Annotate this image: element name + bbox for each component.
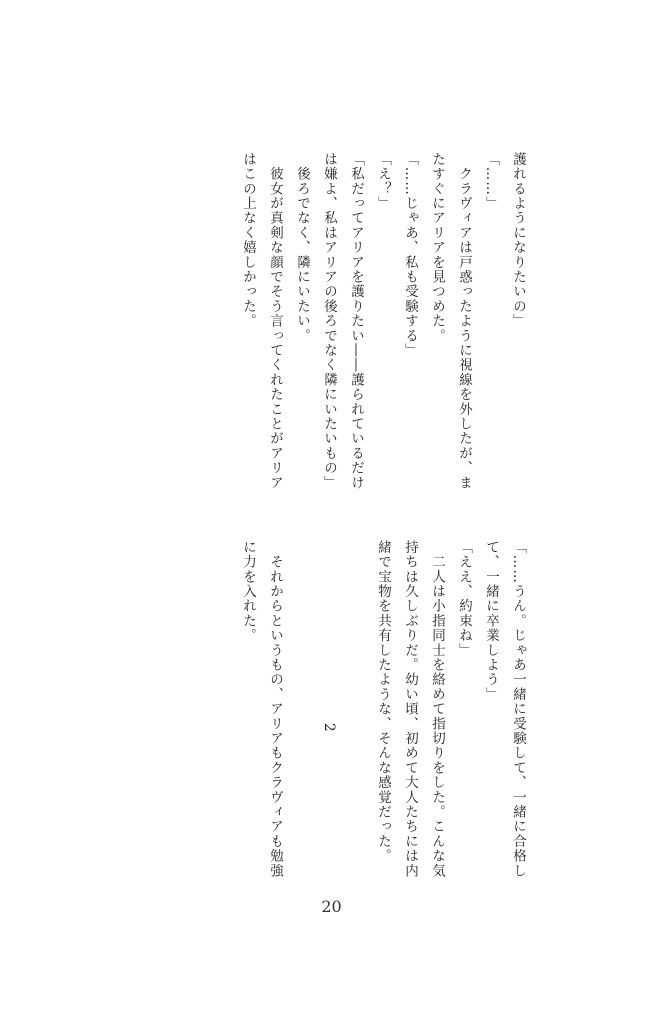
text-block-top xyxy=(234,152,531,527)
blank-line xyxy=(342,540,369,915)
text-line: 二人は小指同士を絡めて指切りをした。こんな気 xyxy=(429,540,445,879)
text-line: 「……うん。じゃあ一緒に受験して、一緒に合格し xyxy=(510,540,526,879)
text-block-bottom xyxy=(234,540,531,915)
text-line: は嫌よ、私はアリアの後ろでなく隣にいたいもの」 xyxy=(321,152,337,491)
text-line: 「……」 xyxy=(483,152,499,211)
section-number: 2 xyxy=(321,722,337,733)
text-line: 彼女が真剣な顔でそう言ってくれたことがアリア xyxy=(267,152,283,491)
text-line: はこの上なく嬉しかった。 xyxy=(240,152,256,329)
text-line: それからというもの、アリアもクラヴィアも勉強 xyxy=(267,540,283,879)
text-line: クラヴィアは戸惑ったように視線を外したが、ま xyxy=(456,152,472,491)
text-line: 「ええ、約束ね」 xyxy=(456,540,472,658)
page-number: 20 xyxy=(321,897,342,916)
text-line: 「私だってアリアを護りたい――護られているだけ xyxy=(348,152,364,491)
text-line: 「え？」 xyxy=(375,152,391,211)
blank-line xyxy=(288,540,315,915)
text-line: 緒で宝物を共有したような、そんな感覚だった。 xyxy=(375,540,391,864)
text-line: 「……じゃあ、私も受験する」 xyxy=(402,152,418,358)
text-line: に力を入れた。 xyxy=(240,540,256,643)
text-line: 後ろでなく、隣にいたい。 xyxy=(294,152,310,344)
text-line: たすぐにアリアを見つめた。 xyxy=(429,152,445,344)
text-line: 持ちは久しぶりだ。幼い頃、初めて大人たちには内 xyxy=(402,540,418,879)
text-line: て、一緒に卒業しよう」 xyxy=(483,540,499,702)
text-line: 護れるようになりたいの」 xyxy=(510,152,526,329)
